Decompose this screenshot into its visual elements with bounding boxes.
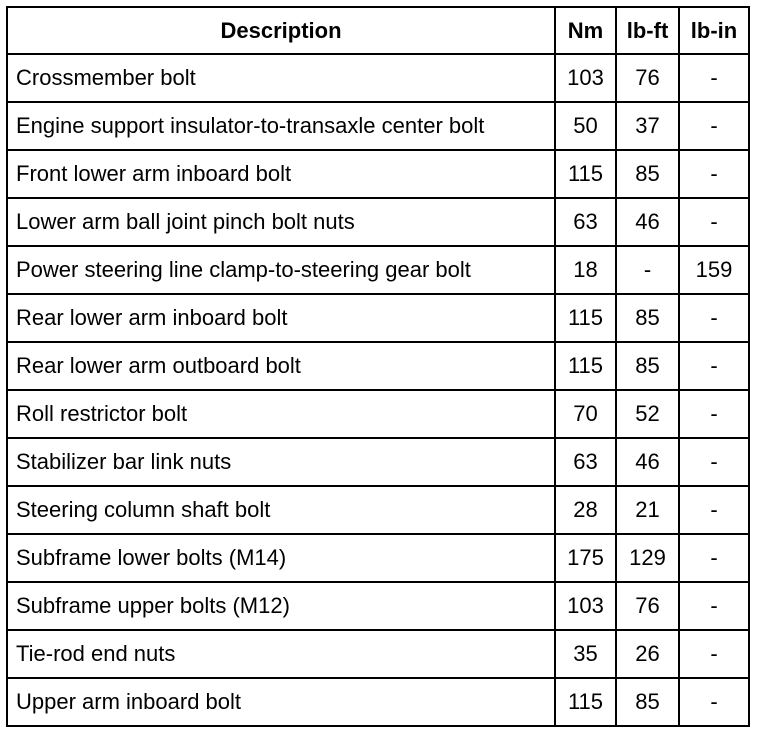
lb-in-cell: 159 (679, 246, 749, 294)
header-lb-ft: lb-ft (616, 7, 679, 54)
table-row (7, 150, 749, 198)
lb-ft-cell: 85 (616, 678, 679, 726)
description-cell: Roll restrictor bolt (7, 390, 555, 438)
lb-ft-cell: 85 (616, 294, 679, 342)
lb-ft-cell: 37 (616, 102, 679, 150)
description-cell: Stabilizer bar link nuts (7, 438, 555, 486)
description-cell: Rear lower arm outboard bolt (7, 342, 555, 390)
description-cell: Subframe lower bolts (M14) (7, 534, 555, 582)
lb-in-cell: - (679, 438, 749, 486)
table-row (7, 54, 749, 102)
nm-cell: 103 (555, 54, 616, 102)
torque-spec-table (6, 6, 750, 727)
table-row (7, 582, 749, 630)
nm-cell: 35 (555, 630, 616, 678)
description-cell: Lower arm ball joint pinch bolt nuts (7, 198, 555, 246)
lb-ft-cell: 21 (616, 486, 679, 534)
lb-in-cell: - (679, 678, 749, 726)
nm-cell: 63 (555, 198, 616, 246)
header-nm: Nm (555, 7, 616, 54)
table-row (7, 246, 749, 294)
description-cell: Front lower arm inboard bolt (7, 150, 555, 198)
lb-in-cell: - (679, 54, 749, 102)
nm-cell: 28 (555, 486, 616, 534)
lb-ft-cell: 76 (616, 54, 679, 102)
description-cell: Crossmember bolt (7, 54, 555, 102)
description-cell: Upper arm inboard bolt (7, 678, 555, 726)
table-row (7, 486, 749, 534)
nm-cell: 70 (555, 390, 616, 438)
description-cell: Power steering line clamp-to-steering gear bolt (7, 246, 555, 294)
description-cell: Subframe upper bolts (M12) (7, 582, 555, 630)
lb-ft-cell: 46 (616, 198, 679, 246)
table-row (7, 630, 749, 678)
nm-cell: 175 (555, 534, 616, 582)
description-cell: Steering column shaft bolt (7, 486, 555, 534)
nm-cell: 115 (555, 342, 616, 390)
lb-in-cell: - (679, 342, 749, 390)
nm-cell: 115 (555, 678, 616, 726)
header-description: Description (7, 7, 555, 54)
table-row (7, 198, 749, 246)
nm-cell: 18 (555, 246, 616, 294)
lb-ft-cell: 85 (616, 342, 679, 390)
lb-ft-cell: 52 (616, 390, 679, 438)
nm-cell: 115 (555, 294, 616, 342)
lb-in-cell: - (679, 198, 749, 246)
header-lb-in: lb-in (679, 7, 749, 54)
table-row (7, 438, 749, 486)
header-row (7, 7, 749, 54)
description-cell: Tie-rod end nuts (7, 630, 555, 678)
lb-in-cell: - (679, 630, 749, 678)
lb-in-cell: - (679, 582, 749, 630)
table-row (7, 534, 749, 582)
nm-cell: 50 (555, 102, 616, 150)
lb-in-cell: - (679, 150, 749, 198)
lb-in-cell: - (679, 294, 749, 342)
table-row (7, 678, 749, 726)
nm-cell: 115 (555, 150, 616, 198)
lb-ft-cell: 26 (616, 630, 679, 678)
lb-in-cell: - (679, 486, 749, 534)
table-row (7, 294, 749, 342)
table-row (7, 342, 749, 390)
lb-ft-cell: 46 (616, 438, 679, 486)
lb-ft-cell: 76 (616, 582, 679, 630)
lb-in-cell: - (679, 102, 749, 150)
lb-ft-cell: 85 (616, 150, 679, 198)
lb-ft-cell: 129 (616, 534, 679, 582)
lb-in-cell: - (679, 390, 749, 438)
lb-in-cell: - (679, 534, 749, 582)
description-cell: Rear lower arm inboard bolt (7, 294, 555, 342)
description-cell: Engine support insulator-to-transaxle center bolt (7, 102, 555, 150)
table-row (7, 102, 749, 150)
table-row (7, 390, 749, 438)
nm-cell: 103 (555, 582, 616, 630)
lb-ft-cell: - (616, 246, 679, 294)
nm-cell: 63 (555, 438, 616, 486)
